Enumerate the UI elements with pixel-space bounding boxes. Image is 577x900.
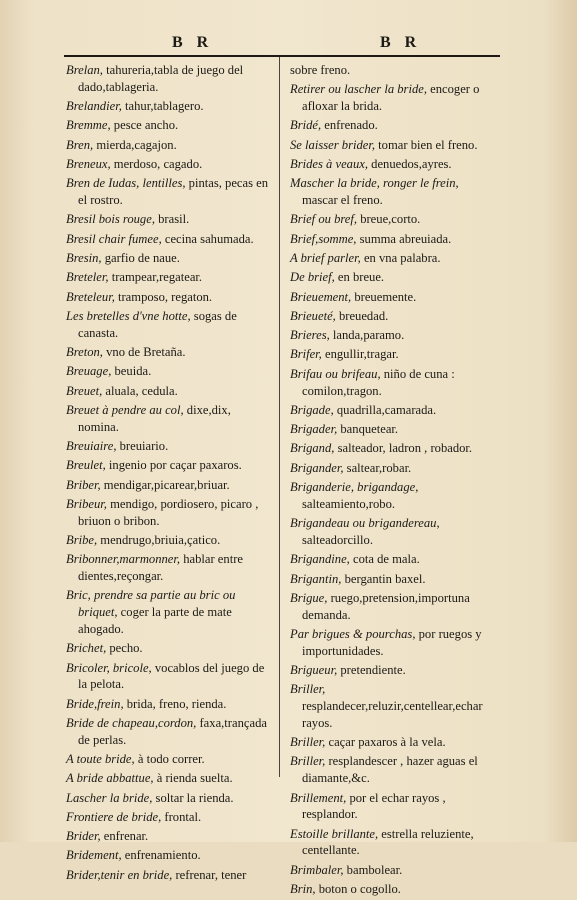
entry-definition: hablar entre dientes,reçongar. [78,552,243,584]
dictionary-entry [66,308,271,342]
entry-definition: tahur,tablagero. [121,99,204,114]
entry-definition: sobre freno. [290,63,351,77]
running-head [64,34,500,52]
entry-headword: Brifau ou brifeau, [290,366,381,381]
entry-headword: Brimbaler, [290,862,344,877]
entry-headword: Bren, [66,137,94,152]
entry-headword: Les bretelles d'vne hotte, [66,308,191,323]
dictionary-entry [290,460,495,477]
entry-headword: Brigue, [290,590,328,605]
dictionary-entry [66,551,271,585]
entry-definition: mendigo, pordiosero, picaro , briuon o bribon. [78,496,259,528]
dictionary-entry [290,211,495,228]
entry-headword: A toute bride, [66,751,135,766]
dictionary-entry [290,753,495,787]
entry-definition: faxa,trançada de perlas. [78,715,267,747]
dictionary-entry [290,881,495,898]
dictionary-entry [290,327,495,344]
entry-definition: breuedad. [335,308,389,323]
dictionary-entry [66,231,271,248]
dictionary-entry [66,790,271,807]
entry-definition: garfio de naue. [101,250,180,265]
entry-definition: enfrenar. [100,829,149,844]
entry-headword: Brigandeau ou brigandereau, [290,516,440,531]
entry-definition: frontal. [161,809,202,824]
entry-headword: Brief ou bref, [290,212,358,227]
dictionary-entry [66,640,271,657]
entry-definition: niño de cuna : comilon,tragon. [302,366,455,398]
entry-definition: salteador, ladron , robador. [334,441,473,456]
entry-headword: Bren de Iudas, lentilles, [66,176,186,191]
entry-headword: Brelandier, [66,99,122,114]
entry-definition: pintas, pecas en el rostro. [78,176,269,208]
dictionary-entry [66,438,271,455]
running-head-right: B R [380,34,422,51]
entry-definition: boton o cogollo. [315,882,401,897]
dictionary-entry [290,346,495,363]
entry-headword: Lascher la bride, [66,790,153,805]
entry-headword: Brigader, [290,422,338,437]
entry-definition: tramposo, regaton. [114,289,213,304]
dictionary-entry [66,250,271,267]
dictionary-entry [66,117,271,134]
dictionary-entry [66,156,271,173]
entry-definition: quadrilla,camarada. [333,402,437,417]
dictionary-entry [290,366,495,400]
column-divider [279,57,280,777]
entry-headword: Breneux, [66,156,111,171]
entry-headword: Briller, [290,754,326,769]
dictionary-entry [290,826,495,860]
dictionary-entry [66,660,271,694]
entry-definition: aluala, cedula. [102,383,178,398]
entry-definition: denuedos,ayres. [368,156,452,171]
entry-headword: Brigandine, [290,552,350,567]
entry-headword: Brieuement, [290,289,352,304]
entry-headword: Bride,frein, [66,696,124,711]
entry-definition: mendrugo,briuia,çatico. [97,532,221,547]
dictionary-entry [66,696,271,713]
entry-definition: salteamiento,robo. [302,496,396,511]
entry-definition: breuemente. [351,289,417,304]
dictionary-entry [66,175,271,209]
entry-headword: Bridé, [290,118,322,133]
entry-headword: Bremme, [66,118,111,133]
entry-definition: mierda,cagajon. [93,137,177,152]
dictionary-entry [66,344,271,361]
entry-definition: brasil. [154,212,190,227]
entry-headword: Bribe, [66,532,98,547]
dictionary-entry [290,734,495,751]
dictionary-entry [66,867,271,884]
dictionary-entry [290,862,495,879]
dictionary-entry [66,477,271,494]
entry-headword: Brider, [66,829,101,844]
entry-headword: Estoille brillante, [290,826,379,841]
entry-headword: Se laisser brider, [290,137,376,152]
dictionary-entry [66,137,271,154]
entry-definition: coger la parte de mate ahogado. [78,605,232,636]
entry-definition: breue,corto. [357,212,421,227]
entry-headword: Brieueté, [290,308,336,323]
entry-headword: Breteleur, [66,289,115,304]
entry-definition: soltar la rienda. [152,790,234,805]
entry-headword: Bride de chapeau,cordon, [66,715,197,730]
entry-headword: Breteler, [66,270,109,285]
entry-definition: bergantin baxel. [341,571,426,586]
entry-definition: merdoso, cagado. [110,156,203,171]
entry-definition: landa,paramo. [329,328,405,343]
entry-headword: Par brigues & pourchas, [290,626,416,641]
entry-headword: Frontiere de bride, [66,809,162,824]
dictionary-entry [290,440,495,457]
entry-headword: Brichet, [66,641,107,656]
dictionary-entry [290,571,495,588]
entry-definition: mascar el freno. [302,193,383,208]
dictionary-entry [66,847,271,864]
dictionary-entry [66,587,271,637]
entry-definition: tomar bien el freno. [375,137,478,152]
entry-headword: Brelan, [66,63,103,77]
entry-definition: enfrenamiento. [121,848,201,863]
entry-definition: pecho. [106,641,143,656]
dictionary-entry [66,715,271,749]
entry-definition: en breue. [334,270,385,285]
entry-definition: refrenar, tener [172,867,247,882]
entry-headword: Breuet, [66,383,103,398]
entry-headword: Bribonner,marmonner, [66,552,181,567]
entry-definition: enfrenado. [321,118,378,133]
entry-definition: cota de mala. [349,552,420,567]
entry-definition: vno de Bretaña. [102,344,186,359]
entry-headword: Breuiaire, [66,438,117,453]
dictionary-entry [66,809,271,826]
dictionary-entry [290,790,495,824]
dictionary-entry [290,515,495,549]
entry-definition: caçar paxaros à la vela. [325,735,446,750]
entry-headword: Brieres, [290,328,330,343]
entry-definition: trampear,regatear. [108,270,203,285]
running-head-left: B R [172,34,214,51]
entry-headword: Breuet à pendre au col, [66,402,184,417]
entry-headword: Brin, [290,882,316,897]
dictionary-entry [66,496,271,530]
entry-headword: Brigueur, [290,663,338,677]
entry-headword: A brief parler, [290,250,361,265]
dictionary-entry [66,363,271,380]
entry-headword: Brifer, [290,347,322,362]
entry-definition: resplandecer,reluzir,centellear,echar rayos. [302,699,483,730]
entry-definition: banquetear. [337,422,399,437]
dictionary-entry [66,828,271,845]
dictionary-entry [66,770,271,787]
dictionary-entry [66,269,271,286]
dictionary-entry [290,137,495,154]
dictionary-entry [66,383,271,400]
entry-definition: mendigar,picarear,briuar. [100,477,230,492]
entry-definition: resplandescer , hazer aguas el diamante,&c. [302,754,478,786]
entry-definition: por ruegos y importunidades. [302,626,482,658]
entry-definition: ruego,pretension,importuna demanda. [302,590,470,622]
entry-definition: à rienda suelta. [153,771,233,786]
dictionary-entry [290,231,495,248]
left-column [66,62,271,886]
entry-definition: sogas de canasta. [78,308,237,340]
entry-definition: pesce ancho. [110,118,179,133]
entry-headword: A bride abbattue, [66,771,154,786]
dictionary-entry [290,269,495,286]
dictionary-entry [290,626,495,660]
entry-headword: Brigade, [290,402,334,417]
entry-definition: à todo correr. [134,751,205,766]
dictionary-entry [66,751,271,768]
entry-definition: en vna palabra. [360,250,441,265]
dictionary-entry [66,457,271,474]
entry-headword: De brief, [290,270,335,285]
entry-definition: summa abreuiada. [356,231,452,246]
dictionary-entry [290,250,495,267]
dictionary-entry [290,289,495,306]
dictionary-entry [66,62,271,96]
entry-definition: encoger o afloxar la brida. [302,82,480,114]
entry-headword: Bric, prendre sa partie au bric ou briquet, [66,588,236,620]
entry-headword: Breuage, [66,364,112,379]
entry-definition: beuida. [111,364,152,379]
entry-headword: Brief,somme, [290,231,357,246]
dictionary-entry [290,421,495,438]
entry-headword: Bresil bois rouge, [66,212,155,227]
entry-headword: Briber, [66,477,101,492]
dictionary-entry [290,308,495,325]
dictionary-entry [290,590,495,624]
dictionary-entry [66,289,271,306]
entry-definition: salteadorcillo. [302,532,373,547]
dictionary-entry [66,98,271,115]
entry-definition: engullir,tragar. [321,347,399,362]
entry-headword: Breulet, [66,458,106,473]
entry-definition: pretendiente. [337,663,406,677]
entry-definition: cecina sahumada. [161,231,254,246]
entry-headword: Bresin, [66,250,102,265]
entry-definition: estrella reluziente, centellante. [302,826,474,858]
entry-headword: Brigander, [290,460,344,475]
entry-headword: Bresil chair fumee, [66,231,162,246]
dictionary-entry [290,175,495,209]
dictionary-entry [66,211,271,228]
entry-headword: Brillement, [290,790,347,805]
entry-headword: Bridement, [66,848,122,863]
dictionary-entry [66,532,271,549]
header-rule [64,55,500,57]
entry-headword: Breton, [66,344,103,359]
entry-headword: Briganderie, brigandage, [290,480,419,495]
entry-headword: Retirer ou lascher la bride, [290,82,427,97]
entry-headword: Brides à veaux, [290,156,368,171]
dictionary-entry [290,402,495,419]
entry-headword: Mascher la bride, ronger le frein, [290,176,459,191]
entry-definition: tahureria,tabla de juego del dado,tablageria. [78,63,244,94]
dictionary-entry [66,402,271,436]
entry-headword: Brigand, [290,441,335,456]
entry-definition: vocablos del juego de la pelota. [78,660,265,692]
dictionary-entry [290,117,495,134]
entry-definition: dixe,dix, nomina. [78,402,231,434]
dictionary-entry [290,81,495,115]
entry-headword: Bricoler, bricole, [66,660,152,675]
dictionary-entry [290,62,495,79]
dictionary-entry [290,662,495,679]
entry-headword: Bribeur, [66,496,107,511]
entry-headword: Briller, [290,682,326,697]
entry-headword: Brigantin, [290,571,342,586]
entry-headword: Brider,tenir en bride, [66,867,173,882]
entry-definition: ingenio por caçar paxaros. [105,458,242,473]
entry-definition: brida, freno, rienda. [123,696,227,711]
entry-definition: bambolear. [343,862,403,877]
entry-definition: breuiario. [116,438,169,453]
dictionary-entry [290,156,495,173]
entry-definition: por el echar rayos , resplandor. [302,790,446,822]
dictionary-entry [290,551,495,568]
dictionary-entry [290,681,495,731]
dictionary-entry [290,479,495,513]
right-column [290,62,495,900]
entry-definition: saltear,robar. [343,460,412,475]
entry-headword: Briller, [290,735,326,750]
